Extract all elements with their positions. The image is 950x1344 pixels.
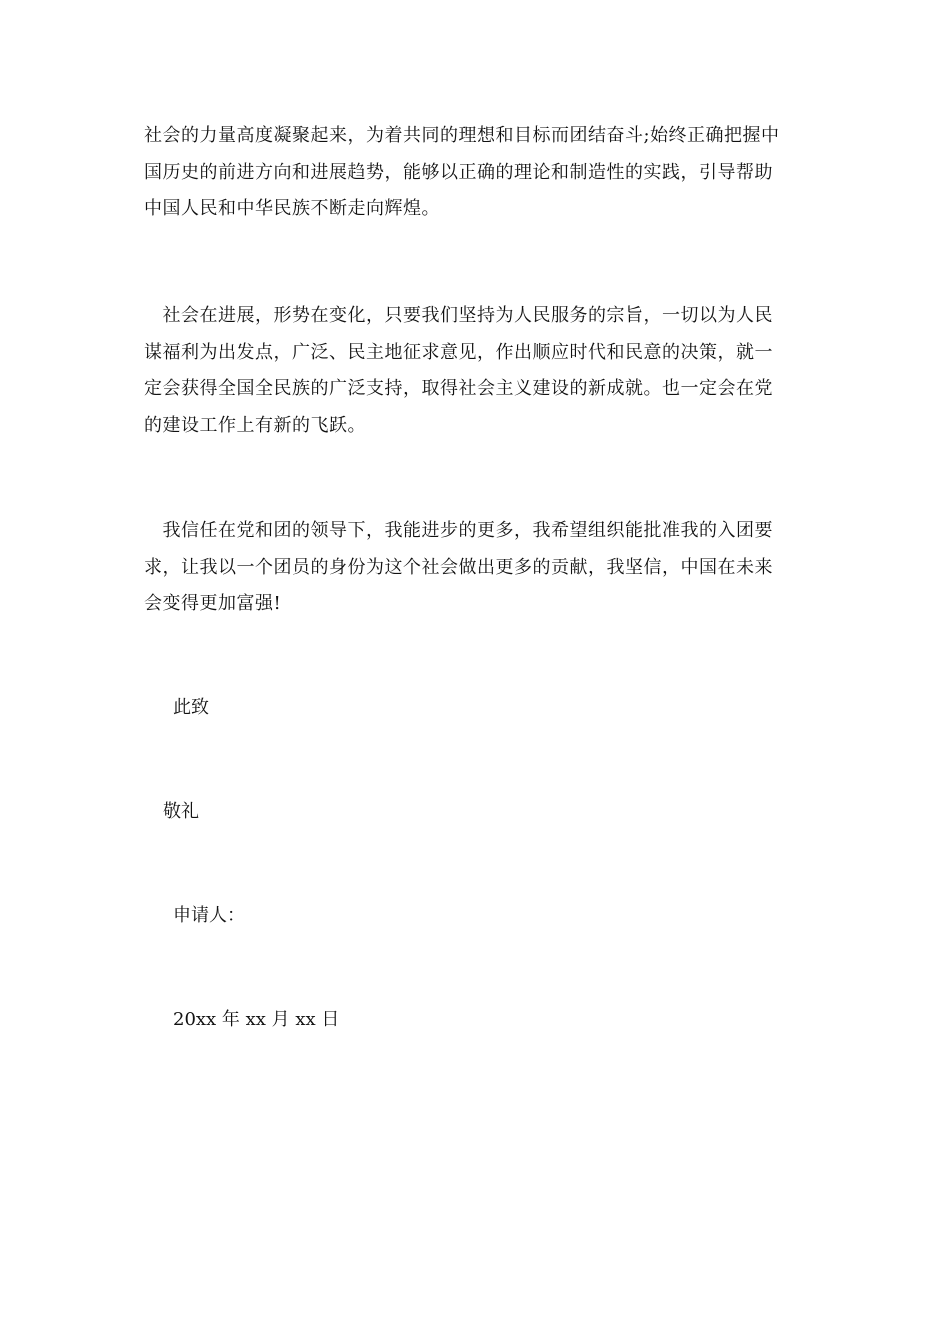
regards: 敬礼 (163, 801, 199, 822)
paragraph-line: 社会在进展，形势在变化，只要我们坚持为人民服务的宗旨，一切以为人民 (144, 305, 773, 326)
paragraph-line: 中国人民和中华民族不断走向辉煌。 (144, 198, 440, 219)
paragraph-line: 我信任在党和团的领导下，我能进步的更多，我希望组织能批准我的入团要 (144, 520, 773, 541)
applicant-label: 申请人： (173, 905, 245, 926)
salutation: 此致 (173, 697, 209, 718)
body-paragraph-1 (144, 118, 809, 228)
paragraph-line: 谋福利为出发点，广泛、民主地征求意见，作出顺应时代和民意的决策，就一 (144, 341, 773, 363)
paragraph-line: 社会的力量高度凝聚起来，为着共同的理想和目标而团结奋斗;始终正确把握中 (144, 125, 780, 146)
paragraph-line: 的建设工作上有新的飞跃。 (144, 414, 366, 436)
body-paragraph-3 (144, 513, 809, 623)
paragraph-line: 定会获得全国全民族的广泛支持，取得社会主义建设的新成就。也一定会在党 (144, 378, 773, 399)
paragraph-line: 国历史的前进方向和进展趋势，能够以正确的理论和制造性的实践，引导帮助 (144, 161, 773, 183)
body-paragraph-2 (144, 298, 809, 444)
date-line: 20xx 年 xx 月 xx 日 (173, 1009, 340, 1030)
paragraph-line: 会变得更加富强! (144, 593, 282, 614)
paragraph-line: 求，让我以一个团员的身份为这个社会做出更多的贡献，我坚信，中国在未来 (144, 556, 773, 578)
